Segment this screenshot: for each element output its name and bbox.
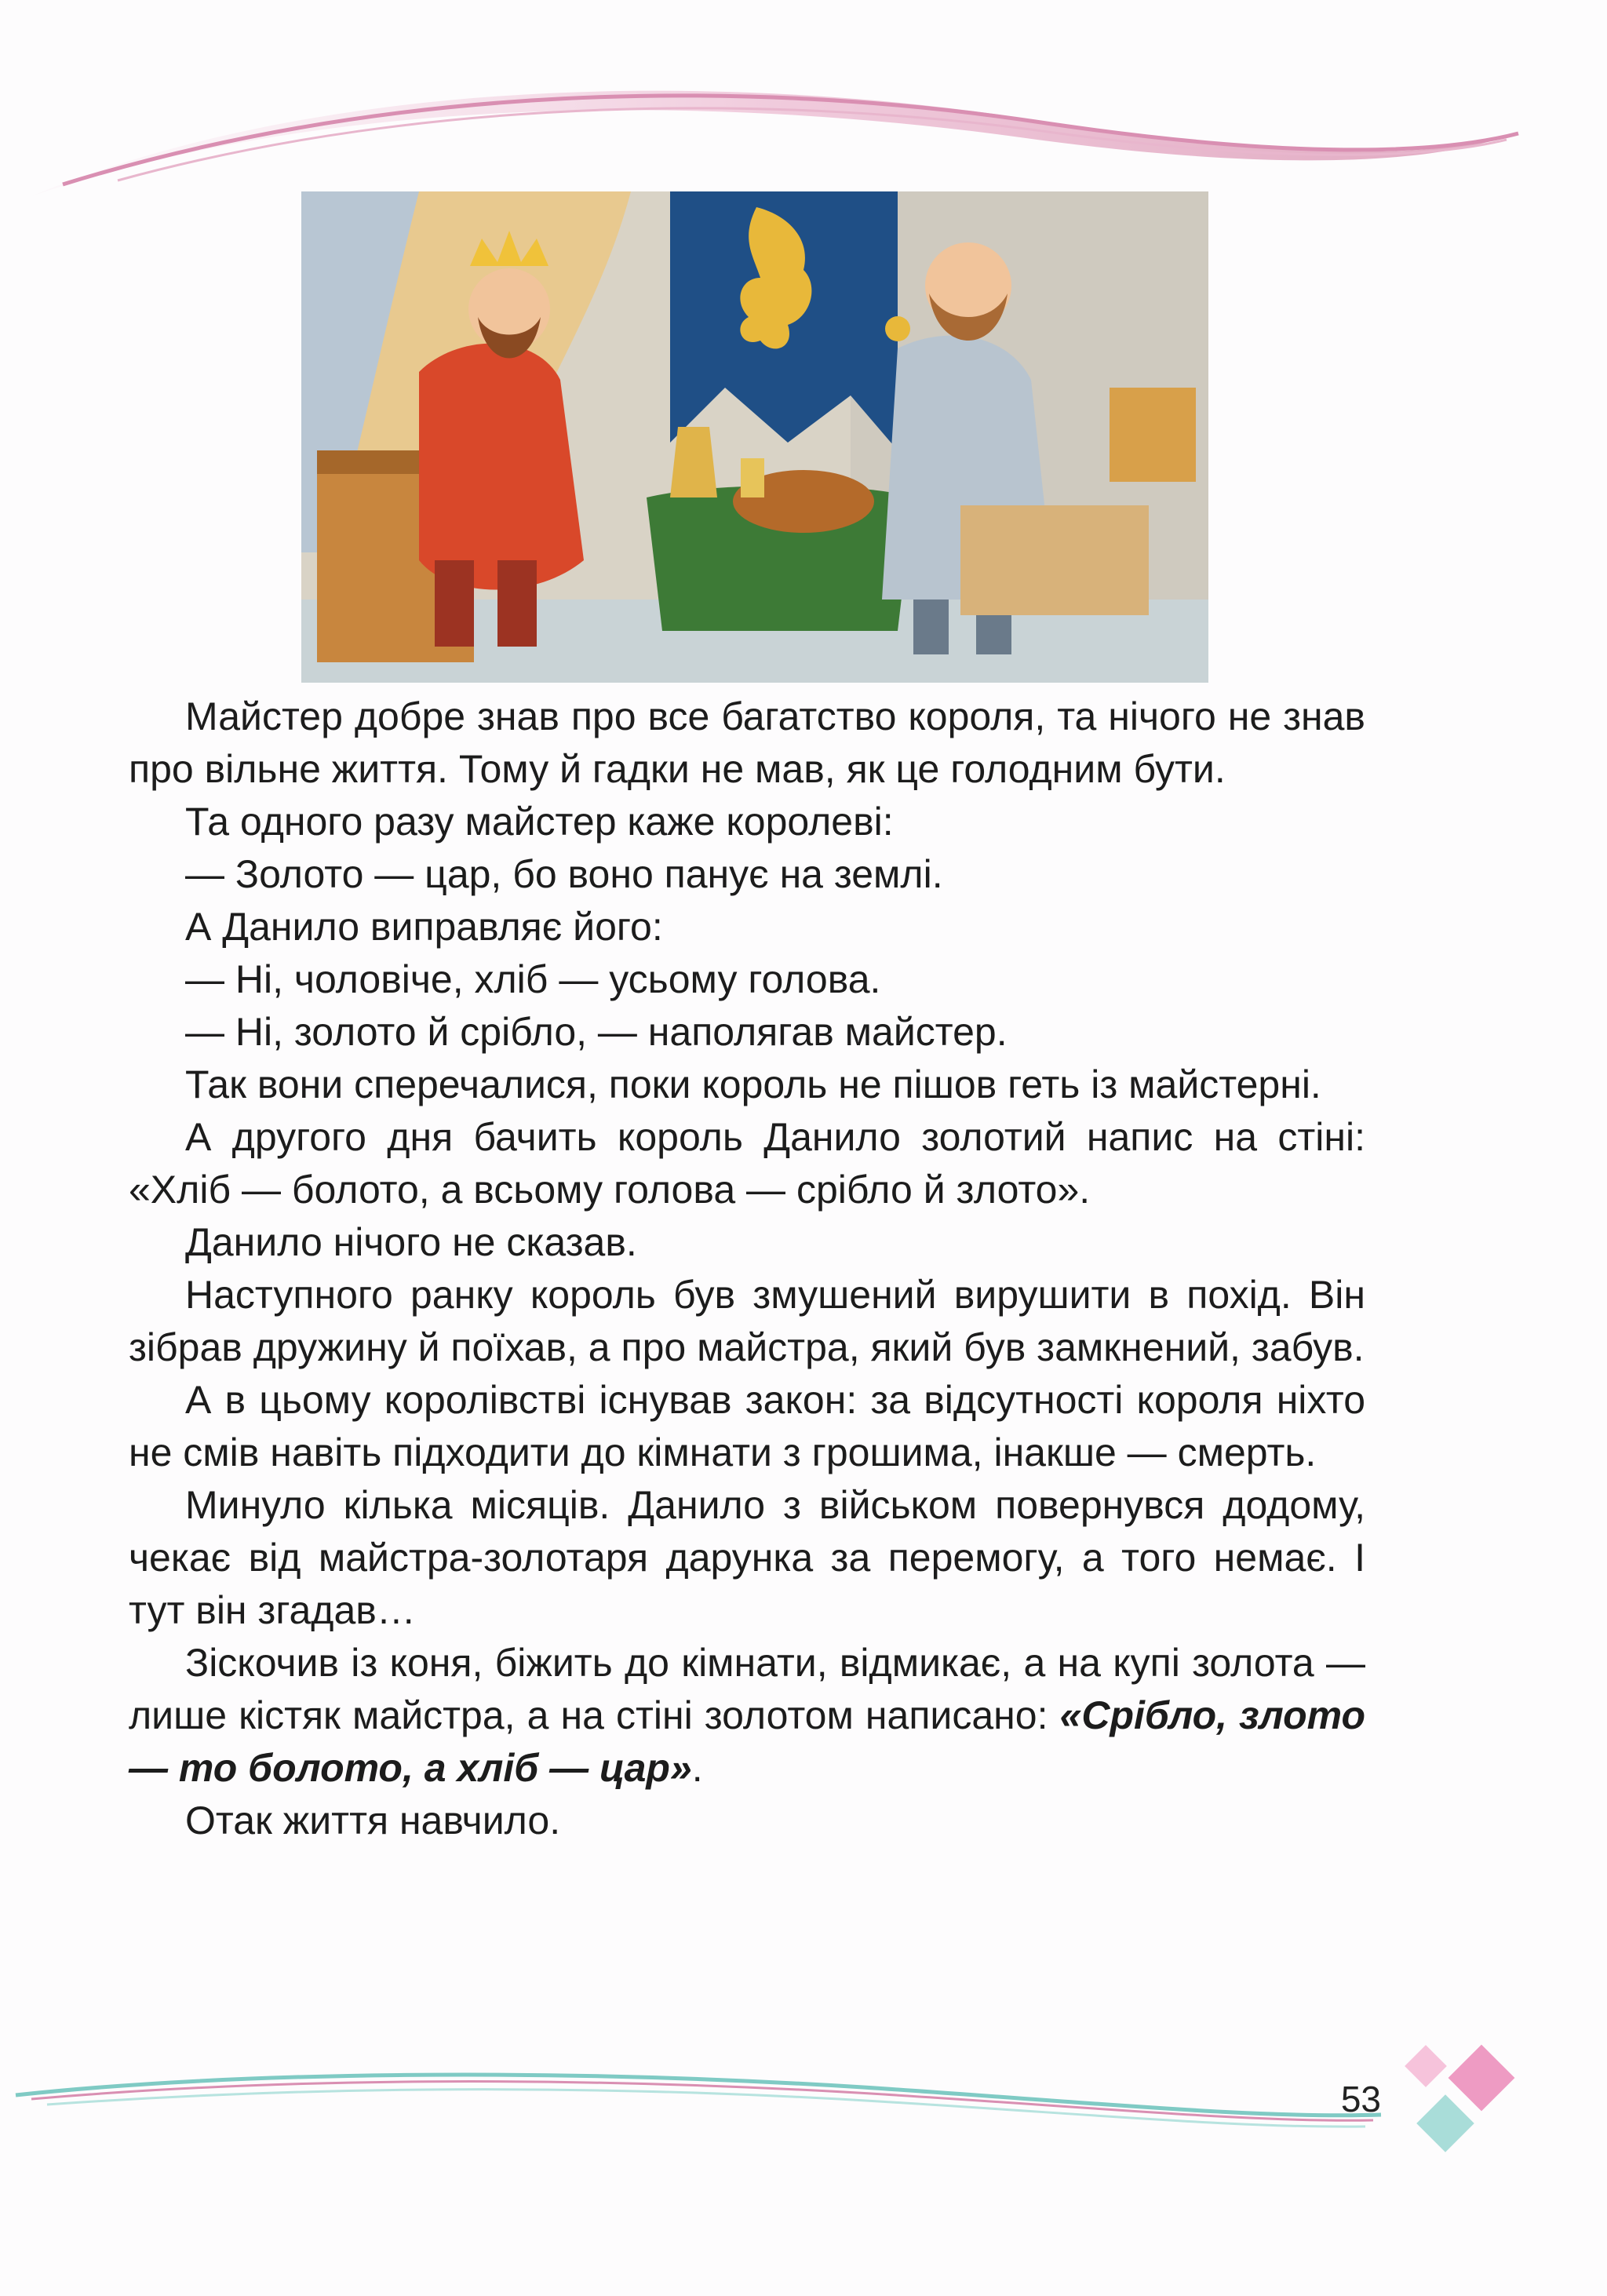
diamond-decoration-icon <box>1397 2040 1546 2174</box>
paragraph-text-end: . <box>691 1746 703 1790</box>
paragraph: А в цьому королівстві існував закон: за відсутності короля ніхто не смів навіть підходити до кімнати з грошима, інакше — смерть. <box>129 1378 1365 1474</box>
dialogue-line: — Золото — цар, бо воно панує на землі. <box>185 852 943 896</box>
paragraph: Данило нічого не сказав. <box>185 1220 637 1264</box>
gold-coin-icon <box>885 316 910 341</box>
story-illustration <box>301 191 1208 683</box>
paragraph: Минуло кілька місяців. Данило з військом повернувся додому, чекає від майстра-золотаря дарунка за перемогу, а того немає. І тут він згадав… <box>129 1483 1365 1632</box>
story-text <box>129 691 1365 1847</box>
paragraph: А Данило виправляє його: <box>185 905 663 949</box>
paragraph-text: Зіскочив із коня, біжить до кімнати, відмикає, а на купі золота — лише кістяк майстра, а на стіні золотом написано: <box>129 1641 1365 1737</box>
paragraph: Наступного ранку король був змушений вирушити в похід. Він зібрав дружину й поїхав, а про майстра, який був замкнений, забув. <box>129 1273 1365 1369</box>
dialogue-line: — Ні, чоловіче, хліб — усьому голова. <box>185 957 881 1001</box>
dialogue-line: — Ні, золото й срібло, — наполягав майстер. <box>185 1010 1008 1054</box>
closing-line: Отак життя навчило. <box>185 1799 561 1842</box>
paragraph: Так вони сперечалися, поки король не пішов геть із майстерні. <box>185 1062 1321 1106</box>
paragraph: А другого дня бачить король Данило золотий напис на стіні: «Хліб — болото, а всьому голова — срібло й злото». <box>129 1115 1365 1212</box>
paragraph-with-emphasis <box>129 1637 1365 1795</box>
page-number: 53 <box>1340 2079 1381 2119</box>
paragraph: Та одного разу майстер каже королеві: <box>185 800 894 844</box>
paragraph: Майстер добре знав про все багатство короля, та нічого не знав про вільне життя. Тому й гадки не мав, як це голодним бути. <box>129 694 1365 791</box>
emphasized-quote: «Срібло, злото — то болото, а хліб — цар» <box>129 1693 1365 1790</box>
